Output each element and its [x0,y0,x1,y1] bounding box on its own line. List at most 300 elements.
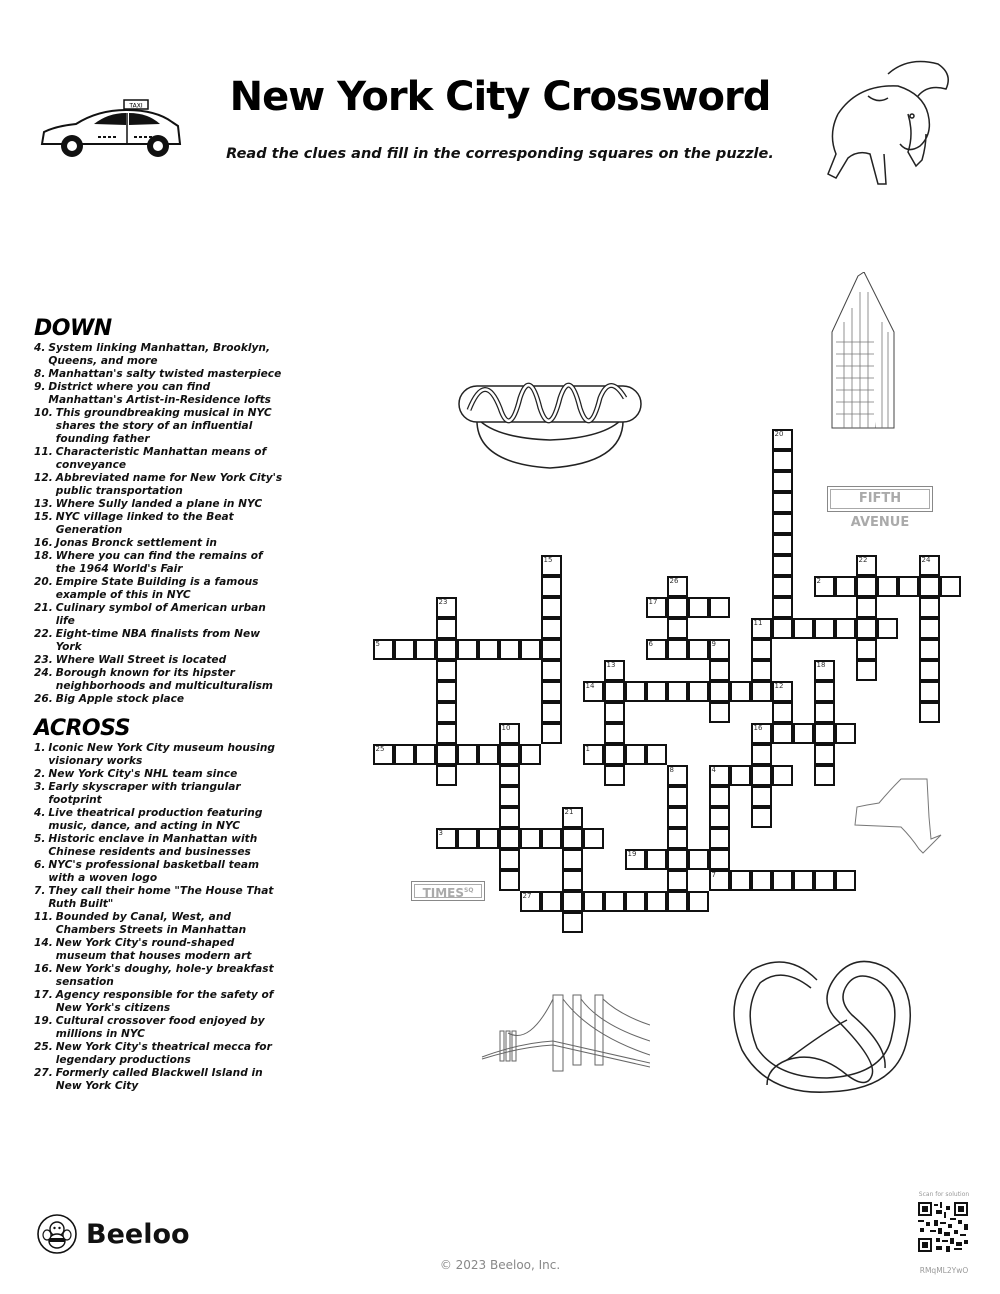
clue-text: Empire State Building is a famous example of this in NYC [55,576,259,601]
crossword-cell[interactable] [667,870,688,891]
crossword-cell[interactable] [583,828,604,849]
clue-number: 17. [34,989,53,1001]
crossword-cell[interactable] [604,681,625,702]
flatiron-icon [828,272,900,432]
clue-number: 2. [34,768,46,780]
crossword-cell[interactable] [667,765,688,786]
crossword-cell[interactable] [457,828,478,849]
crossword-cell[interactable] [394,639,415,660]
cell-number: 25 [375,745,385,753]
clue-text: Live theatrical production featuring music, dance, and acting in NYC [48,807,263,832]
crossword-cell[interactable] [772,681,793,702]
crossword-cell[interactable] [646,597,667,618]
clue-text: Where you can find the remains of the 1964 World's Fair [55,550,263,575]
cell-number: 16 [753,724,763,732]
crossword-cell[interactable] [604,891,625,912]
clue-number: 10. [34,407,53,419]
crossword-cell[interactable] [541,597,562,618]
clue-text: This groundbreaking musical in NYC shares the story of an influential founding father [55,407,272,445]
across-clue-list [34,742,284,1093]
crossword-cell[interactable] [667,639,688,660]
crossword-cell[interactable] [793,618,814,639]
crossword-cell[interactable] [667,618,688,639]
clue-number: 27. [34,1067,53,1079]
clue-number: 19. [34,1015,53,1027]
clue-number: 16. [34,537,53,549]
copyright: © 2023 Beeloo, Inc. [439,1258,561,1272]
crossword-cell[interactable] [772,534,793,555]
cell-number: 8 [669,766,674,774]
crossword-cell[interactable] [478,639,499,660]
clue-text: Characteristic Manhattan means of conveyance [55,446,267,471]
crossword-cell[interactable] [772,723,793,744]
cell-number: 27 [522,892,532,900]
crossword-cell[interactable] [772,702,793,723]
across-clue-14 [34,937,284,963]
crossword-cell[interactable] [772,450,793,471]
across-clue-16 [34,963,284,989]
across-clue-1 [34,742,284,768]
cell-number: 14 [585,682,595,690]
down-clue-10 [34,407,284,446]
down-heading: DOWN [34,316,112,341]
clue-text: Bounded by Canal, West, and Chambers Streets in Manhattan [55,911,247,936]
page-subtitle: Read the clues and fill in the corresponding squares on the puzzle. [226,146,774,162]
down-clue-23 [34,654,284,667]
crossword-cell[interactable] [646,681,667,702]
clue-number: 26. [34,693,53,705]
clue-text: NYC village linked to the Beat Generation [55,511,234,536]
crossword-cell[interactable] [646,891,667,912]
crossword-cell[interactable] [793,723,814,744]
clue-text: NYC's professional basketball team with a woven logo [48,859,260,884]
crossword-cell[interactable] [835,723,856,744]
crossword-cell[interactable] [457,744,478,765]
crossword-cell[interactable] [520,744,541,765]
clue-text: New York City's theatrical mecca for legendary productions [55,1041,272,1066]
crossword-cell[interactable] [730,870,751,891]
crossword-cell[interactable] [667,807,688,828]
cell-number: 2 [816,577,821,585]
across-clue-6 [34,859,284,885]
crossword-cell[interactable] [541,681,562,702]
crossword-cell[interactable] [562,891,583,912]
taxi-sign-text: TAXI [129,102,143,110]
down-clues-section [34,318,284,706]
bee-logo-icon [36,1213,78,1255]
crossword-cell[interactable] [583,681,604,702]
clue-text: Manhattan's salty twisted masterpiece [48,368,282,380]
clue-text: Abbreviated name for New York City's public transportation [55,472,283,497]
across-clue-25 [34,1041,284,1067]
crossword-cell[interactable] [688,597,709,618]
crossword-cell[interactable] [541,618,562,639]
crossword-cell[interactable] [814,618,835,639]
times-square-suffix: SQ [464,887,474,894]
clue-number: 5. [34,833,46,845]
crossword-cell[interactable] [772,576,793,597]
beeloo-logo [36,1213,190,1255]
clue-text: Culinary symbol of American urban life [55,602,266,627]
cell-number: 21 [564,808,574,816]
crossword-cell[interactable] [562,912,583,933]
crossword-cell[interactable] [772,870,793,891]
clue-number: 21. [34,602,53,614]
cell-number: 22 [858,556,868,564]
across-clue-4 [34,807,284,833]
crossword-cell[interactable] [856,597,877,618]
crossword-cell[interactable] [436,828,457,849]
clue-number: 4. [34,807,46,819]
crossword-cell[interactable] [709,765,730,786]
crossword-cell[interactable] [814,660,835,681]
crossword-cell[interactable] [772,765,793,786]
bridge-icon [480,985,650,1075]
crossword-cell[interactable] [541,639,562,660]
crossword-cell[interactable] [856,576,877,597]
crossword-cell[interactable] [814,576,835,597]
crossword-cell[interactable] [499,828,520,849]
crossword-cell[interactable] [499,807,520,828]
crossword-cell[interactable] [814,870,835,891]
down-clue-list [34,342,284,706]
crossword-cell[interactable] [394,744,415,765]
crossword-cell[interactable] [520,828,541,849]
crossword-cell[interactable] [709,660,730,681]
taxi-illustration [36,96,186,160]
across-heading: ACROSS [34,716,131,741]
crossword-cell[interactable] [793,870,814,891]
crossword-cell[interactable] [625,891,646,912]
crossword-cell[interactable] [646,849,667,870]
crossword-cell[interactable] [562,849,583,870]
crossword-cell[interactable] [562,828,583,849]
crossword-cell[interactable] [541,723,562,744]
crossword-cell[interactable] [499,723,520,744]
clue-text: Jonas Bronck settlement in [55,537,217,549]
crossword-cell[interactable] [373,639,394,660]
crossword-cell[interactable] [499,870,520,891]
crossword-cell[interactable] [751,639,772,660]
clue-number: 4. [34,342,46,354]
crossword-cell[interactable] [667,786,688,807]
clue-text: Agency responsible for the safety of New York's citizens [55,989,274,1014]
crossword-cell[interactable] [415,639,436,660]
crossword-cell[interactable] [436,681,457,702]
crossword-cell[interactable] [772,492,793,513]
crossword-cell[interactable] [919,639,940,660]
crossword-cell[interactable] [877,618,898,639]
cell-number: 5 [375,640,380,648]
crossword-cell[interactable] [772,513,793,534]
crossword-cell[interactable] [709,870,730,891]
clue-text: Where Sully landed a plane in NYC [55,498,263,510]
crossword-cell[interactable] [436,660,457,681]
clue-text: New York City's NHL team since [48,768,238,780]
crossword-cell[interactable] [919,702,940,723]
crossword-cell[interactable] [541,555,562,576]
crossword-cell[interactable] [436,744,457,765]
crossword-cell[interactable] [541,828,562,849]
clue-number: 1. [34,742,46,754]
crossword-cell[interactable] [814,744,835,765]
crossword-cell[interactable] [751,618,772,639]
crossword-cell[interactable] [919,618,940,639]
crossword-cell[interactable] [709,681,730,702]
down-clue-26 [34,693,284,706]
crossword-cell[interactable] [814,723,835,744]
qr-code-id: RMqML2YwO [919,1266,969,1275]
flatiron-building-illustration [828,272,900,432]
across-clue-7 [34,885,284,911]
across-clues-section [34,718,284,1093]
crossword-cell[interactable] [604,765,625,786]
crossword-cell[interactable] [919,597,940,618]
crossword-cell[interactable] [646,744,667,765]
cell-number: 1 [585,745,590,753]
clue-number: 3. [34,781,46,793]
crossword-cell[interactable] [772,471,793,492]
across-clue-3 [34,781,284,807]
clue-text: Cultural crossover food enjoyed by millions in NYC [55,1015,265,1040]
crossword-cell[interactable] [919,555,940,576]
across-clue-2 [34,768,284,781]
crossword-cell[interactable] [499,744,520,765]
cell-number: 17 [648,598,658,606]
crossword-cell[interactable] [709,786,730,807]
crossword-cell[interactable] [751,786,772,807]
crossword-cell[interactable] [436,639,457,660]
crossword-cell[interactable] [772,597,793,618]
pretzel-icon [727,950,917,1100]
cell-number: 12 [774,682,784,690]
crossword-cell[interactable] [814,765,835,786]
crossword-cell[interactable] [625,681,646,702]
crossword-cell[interactable] [751,744,772,765]
crossword-cell[interactable] [730,681,751,702]
down-clue-18 [34,550,284,576]
cell-number: 20 [774,430,784,438]
cell-number: 13 [606,661,616,669]
crossword-cell[interactable] [436,597,457,618]
crossword-cell[interactable] [520,639,541,660]
new-york-state-outline [853,777,945,855]
crossword-cell[interactable] [604,660,625,681]
crossword-cell[interactable] [499,765,520,786]
crossword-cell[interactable] [835,618,856,639]
crossword-cell[interactable] [751,660,772,681]
crossword-cell[interactable] [709,828,730,849]
clue-number: 7. [34,885,46,897]
crossword-cell[interactable] [667,849,688,870]
wall-street-bull-illustration [808,54,958,192]
clue-text: Early skyscraper with triangular footprint [48,781,241,806]
down-clue-8 [34,368,284,381]
across-clue-5 [34,833,284,859]
crossword-cell[interactable] [856,660,877,681]
down-clue-13 [34,498,284,511]
crossword-cell[interactable] [667,597,688,618]
crossword-cell[interactable] [436,702,457,723]
crossword-cell[interactable] [709,639,730,660]
crossword-cell[interactable] [751,870,772,891]
crossword-cell[interactable] [688,849,709,870]
crossword-cell[interactable] [940,576,961,597]
down-clue-20 [34,576,284,602]
clue-text: District where you can find Manhattan's Artist-in-Residence lofts [48,381,271,406]
crossword-cell[interactable] [709,702,730,723]
crossword-cell[interactable] [520,891,541,912]
clue-text: System linking Manhattan, Brooklyn, Queens, and more [48,342,270,367]
crossword-cell[interactable] [436,723,457,744]
crossword-cell[interactable] [457,639,478,660]
crossword-cell[interactable] [814,681,835,702]
down-clue-11 [34,446,284,472]
crossword-cell[interactable] [436,765,457,786]
crossword-cell[interactable] [835,576,856,597]
clue-text: New York City's round-shaped museum that houses modern art [55,937,252,962]
crossword-cell[interactable] [856,639,877,660]
crossword-cell[interactable] [919,660,940,681]
crossword-cell[interactable] [499,639,520,660]
crossword-cell[interactable] [835,870,856,891]
crossword-cell[interactable] [478,828,499,849]
crossword-cell[interactable] [877,576,898,597]
crossword-cell[interactable] [688,681,709,702]
cell-number: 6 [648,640,653,648]
crossword-cell[interactable] [751,681,772,702]
cell-number: 26 [669,577,679,585]
crossword-cell[interactable] [919,681,940,702]
clue-text: Where Wall Street is located [55,654,227,666]
crossword-cell[interactable] [898,576,919,597]
clue-number: 8. [34,368,46,380]
cell-number: 24 [921,556,931,564]
brooklyn-bridge-illustration [480,985,650,1075]
crossword-cell[interactable] [856,618,877,639]
down-clue-9 [34,381,284,407]
down-clue-22 [34,628,284,654]
across-clue-27 [34,1067,284,1093]
crossword-cell[interactable] [604,744,625,765]
clue-text: Historic enclave in Manhattan with Chinese residents and businesses [48,833,258,858]
cell-number: 10 [501,724,511,732]
crossword-cell[interactable] [772,618,793,639]
clue-number: 24. [34,667,53,679]
clue-number: 12. [34,472,53,484]
crossword-cell[interactable] [814,702,835,723]
clue-text: Formerly called Blackwell Island in New York City [55,1067,263,1092]
crossword-cell[interactable] [772,555,793,576]
down-clue-4 [34,342,284,368]
crossword-cell[interactable] [604,723,625,744]
crossword-cell[interactable] [583,744,604,765]
clue-text: Eight-time NBA finalists from New York [55,628,261,653]
crossword-cell[interactable] [562,807,583,828]
crossword-cell[interactable] [478,744,499,765]
pretzel-illustration [727,950,917,1100]
crossword-cell[interactable] [667,681,688,702]
qr-code[interactable] [918,1202,968,1252]
crossword-cell[interactable] [541,660,562,681]
page-title: New York City Crossword [229,74,771,120]
clue-number: 9. [34,381,46,393]
crossword-cell[interactable] [583,891,604,912]
crossword-cell[interactable] [709,597,730,618]
clue-number: 18. [34,550,53,562]
brand-name: Beeloo [86,1218,190,1250]
across-clue-17 [34,989,284,1015]
crossword-cell[interactable] [415,744,436,765]
clue-text: New York's doughy, hole-y breakfast sensation [55,963,274,988]
crossword-cell[interactable] [562,870,583,891]
cell-number: 4 [711,766,716,774]
crossword-cell[interactable] [751,765,772,786]
crossword-cell[interactable] [919,576,940,597]
cell-number: 23 [438,598,448,606]
crossword-cell[interactable] [667,891,688,912]
crossword-cell[interactable] [688,891,709,912]
times-square-sign [411,881,485,901]
crossword-cell[interactable] [499,849,520,870]
crossword-cell[interactable] [604,702,625,723]
crossword-cell[interactable] [625,849,646,870]
across-clue-19 [34,1015,284,1041]
clue-number: 20. [34,576,53,588]
cell-number: 7 [711,871,716,879]
down-clue-12 [34,472,284,498]
crossword-cell[interactable] [730,765,751,786]
crossword-cell[interactable] [688,639,709,660]
down-clue-21 [34,602,284,628]
crossword-cell[interactable] [499,786,520,807]
clue-number: 6. [34,859,46,871]
clue-text: Big Apple stock place [55,693,185,705]
crossword-cell[interactable] [373,744,394,765]
crossword-cell[interactable] [751,807,772,828]
taxi-icon [36,96,186,160]
cell-number: 9 [711,640,716,648]
crossword-cell[interactable] [709,849,730,870]
crossword-cell[interactable] [751,723,772,744]
crossword-cell[interactable] [667,828,688,849]
times-square-text: TIMES [422,886,464,900]
crossword-cell[interactable] [667,576,688,597]
cell-number: 19 [627,850,637,858]
crossword-cell[interactable] [541,576,562,597]
crossword-cell[interactable] [646,639,667,660]
crossword-cell[interactable] [709,807,730,828]
crossword-cell[interactable] [541,702,562,723]
crossword-cell[interactable] [772,429,793,450]
clue-number: 23. [34,654,53,666]
down-clue-24 [34,667,284,693]
clue-number: 11. [34,446,53,458]
crossword-cell[interactable] [625,744,646,765]
clue-number: 22. [34,628,53,640]
qr-label: Scan for solution [918,1191,970,1198]
crossword-cell[interactable] [541,891,562,912]
crossword-cell[interactable] [436,618,457,639]
clue-number: 25. [34,1041,53,1053]
clue-text: They call their home "The House That Ruth Built" [48,885,274,910]
crossword-cell[interactable] [856,555,877,576]
clue-text: Borough known for its hipster neighborhoods and multiculturalism [55,667,273,692]
qr-code-icon [918,1202,968,1252]
cell-number: 3 [438,829,443,837]
across-clue-11 [34,911,284,937]
fifth-avenue-sign: FIFTH AVENUE [827,486,933,512]
